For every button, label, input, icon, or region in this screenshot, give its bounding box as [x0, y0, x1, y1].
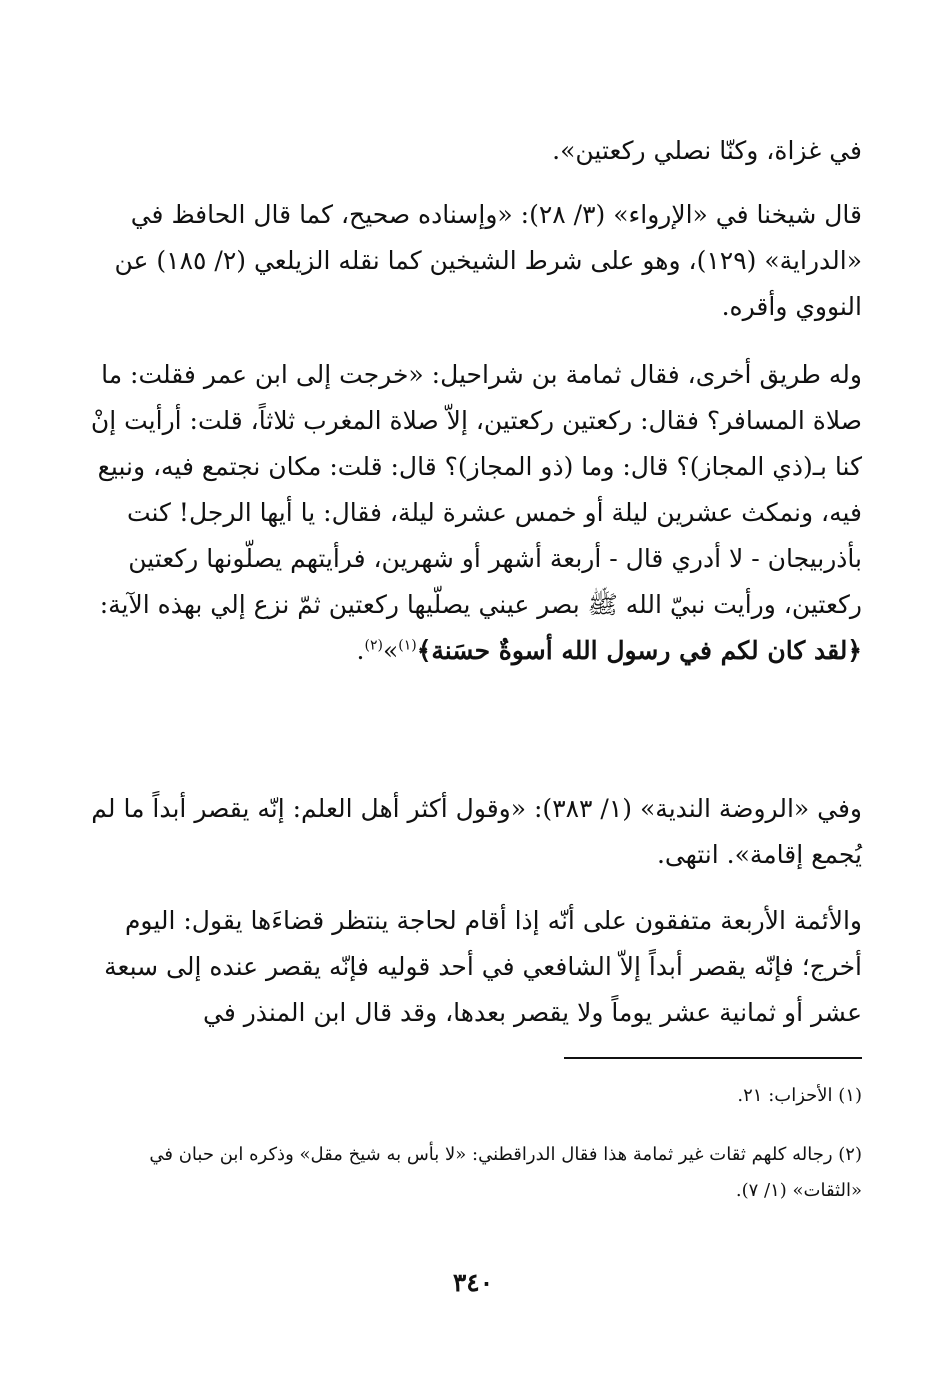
paragraph-5-text: والأئمة الأربعة متفقون على أنّه إذا أقام لحاجة ينتظر قضاءَها يقول: اليوم أخرج؛ فإنّه يقصر أبداً إلاّ الشافعي في أحد قوليه فإنّه يقصر عنده إلى سبعة عشر أو ثمانية عشر يوماً ولا يقصر بعدها، وقد قال ابن المنذر في	[104, 906, 862, 1027]
quran-verse: ﴿لقد كان لكم في رسول الله أسوةٌ حسَنة﴾	[416, 636, 862, 665]
paragraph-3-main: وله طريق أخرى، فقال ثمامة بن شراحيل: «خرجت إلى ابن عمر فقلت: ما صلاة المسافر؟ فقال: ركعتين ركعتين، إلاّ صلاة المغرب ثلاثاً، قلت: أرأيت إنْ كنا بـ(ذي المجاز)؟ قال: وما (ذو المجاز)؟ قال: قلت: مكان نجتمع فيه، ونبيع فيه، ونمكث عشرين ليلة أو خمس عشرة ليلة، فقال: يا أيها الرجل! كنت بأذربيجان - لا أدري قال - أربعة أشهر أو شهرين، فرأيتهم يصلّونها ركعتين ركعتين، ورأيت نبيّ الله ﷺ بصر عيني يصلّيها ركعتين ثمّ نزع إلي بهذه الآية:	[90, 360, 862, 619]
paragraph-4-text: وفي «الروضة الندية» (١/ ٣٨٣): «وقول أكثر أهل العلم: إنّه يقصر أبداً ما لم يُجمع إقامة». انتهى.	[91, 794, 862, 869]
footnote-1-text: (١) الأحزاب: ٢١.	[737, 1085, 862, 1106]
paragraph-5	[84, 898, 862, 1036]
paragraph-4	[84, 786, 862, 878]
paragraph-3	[84, 352, 862, 674]
paragraph-2	[84, 192, 862, 330]
paragraph-2-text: قال شيخنا في «الإرواء» (٣/ ٢٨): «وإسناده صحيح، كما قال الحافظ في «الدراية» (١٢٩)، وهو على شرط الشيخين كما نقله الزيلعي (٢/ ١٨٥) عن النووي وأقره.	[114, 200, 862, 321]
footnote-ref-2: (٢)	[364, 637, 383, 654]
footnote-divider	[564, 1057, 862, 1059]
footnote-ref-1: (١)	[398, 637, 417, 654]
paragraph-3-end: .	[356, 636, 365, 665]
paragraph-1	[84, 128, 862, 174]
footnote-2-text: (٢) رجاله كلهم ثقات غير ثمامة هذا فقال الدراقطني: «لا بأس به شيخ مقل» وذكره ابن حبان في «الثقات» (١/ ٧).	[149, 1144, 862, 1201]
paragraph-1-text: في غزاة، وكنّا نصلي ركعتين».	[552, 136, 862, 165]
footnote-2	[84, 1137, 862, 1209]
quote-close: »	[382, 636, 399, 665]
footnote-1	[84, 1078, 862, 1114]
page-number: ٣٤٠	[452, 1268, 494, 1297]
paragraph-3-text	[84, 352, 862, 674]
